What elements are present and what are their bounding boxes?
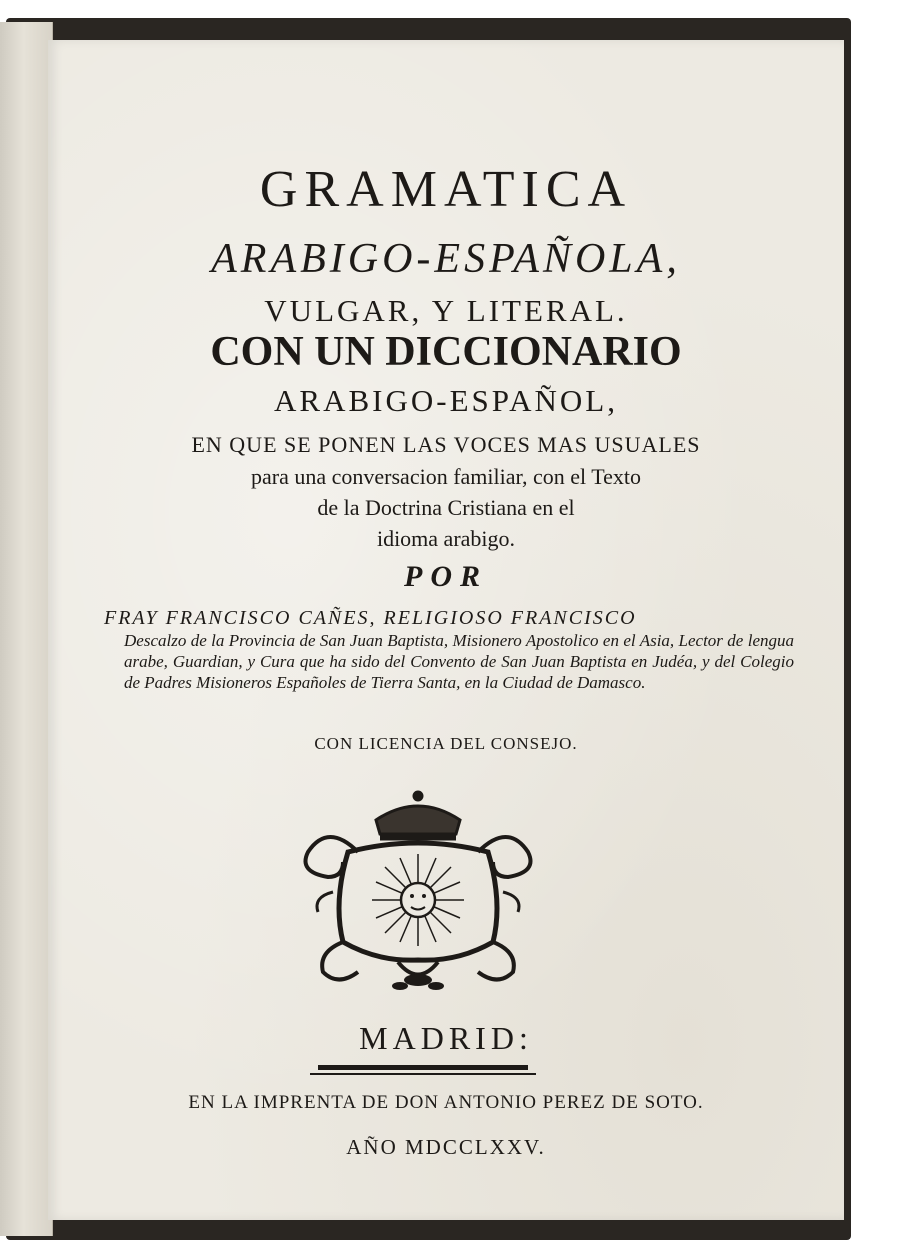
decorative-rule-thin bbox=[310, 1073, 536, 1075]
title-vulgar-literal: VULGAR, Y LITERAL. bbox=[264, 293, 628, 328]
subtitle-line-2: para una conversacion familiar, con el Texto bbox=[251, 464, 641, 489]
license-line: CON LICENCIA DEL CONSEJO. bbox=[314, 734, 578, 753]
title-diccionario: CON UN DICCIONARIO bbox=[210, 329, 682, 375]
crown-ornament bbox=[376, 792, 460, 838]
sun-face-icon bbox=[372, 854, 464, 946]
publication-year: AÑO MDCCLXXV. bbox=[346, 1135, 546, 1159]
author-description: Descalzo de la Provincia de San Juan Baptista, Misionero Apostolico en el Asia, Lector de lengua arabe, Guardian, y Cura que ha sido del Convento de San Juan Baptista en Judéa, y del Colegio de Padres Misioneros Españoles de Tierra Santa, en la Ciudad de Damasco. bbox=[124, 631, 794, 692]
printers-device-ornament bbox=[288, 782, 548, 1002]
title-arabigo-espanola: ARABIGO-ESPAÑOLA, bbox=[211, 236, 681, 282]
place-of-publication: MADRID: bbox=[359, 1020, 533, 1056]
subtitle-line-3: de la Doctrina Cristiana en el bbox=[317, 495, 575, 520]
author-block bbox=[104, 607, 794, 693]
subtitle-line-4: idioma arabigo. bbox=[376, 526, 516, 551]
author-name: FRAY FRANCISCO CAÑES, RELIGIOSO FRANCISCO bbox=[104, 607, 637, 629]
spine-leaf bbox=[0, 22, 53, 1236]
decorative-rule bbox=[318, 1065, 528, 1070]
subtitle-line-1: EN QUE SE PONEN LAS VOCES MAS USUALES bbox=[191, 432, 701, 457]
foliage-ornament bbox=[392, 974, 444, 990]
title-page bbox=[48, 40, 844, 1220]
title-arabigo-espanol: ARABIGO-ESPAÑOL, bbox=[274, 383, 618, 418]
por-heading: POR bbox=[404, 560, 488, 593]
title-page-text bbox=[48, 40, 844, 1220]
printer-line: EN LA IMPRENTA DE DON ANTONIO PEREZ DE SOTO. bbox=[188, 1092, 704, 1113]
title-gramatica: GRAMATICA bbox=[259, 161, 633, 218]
